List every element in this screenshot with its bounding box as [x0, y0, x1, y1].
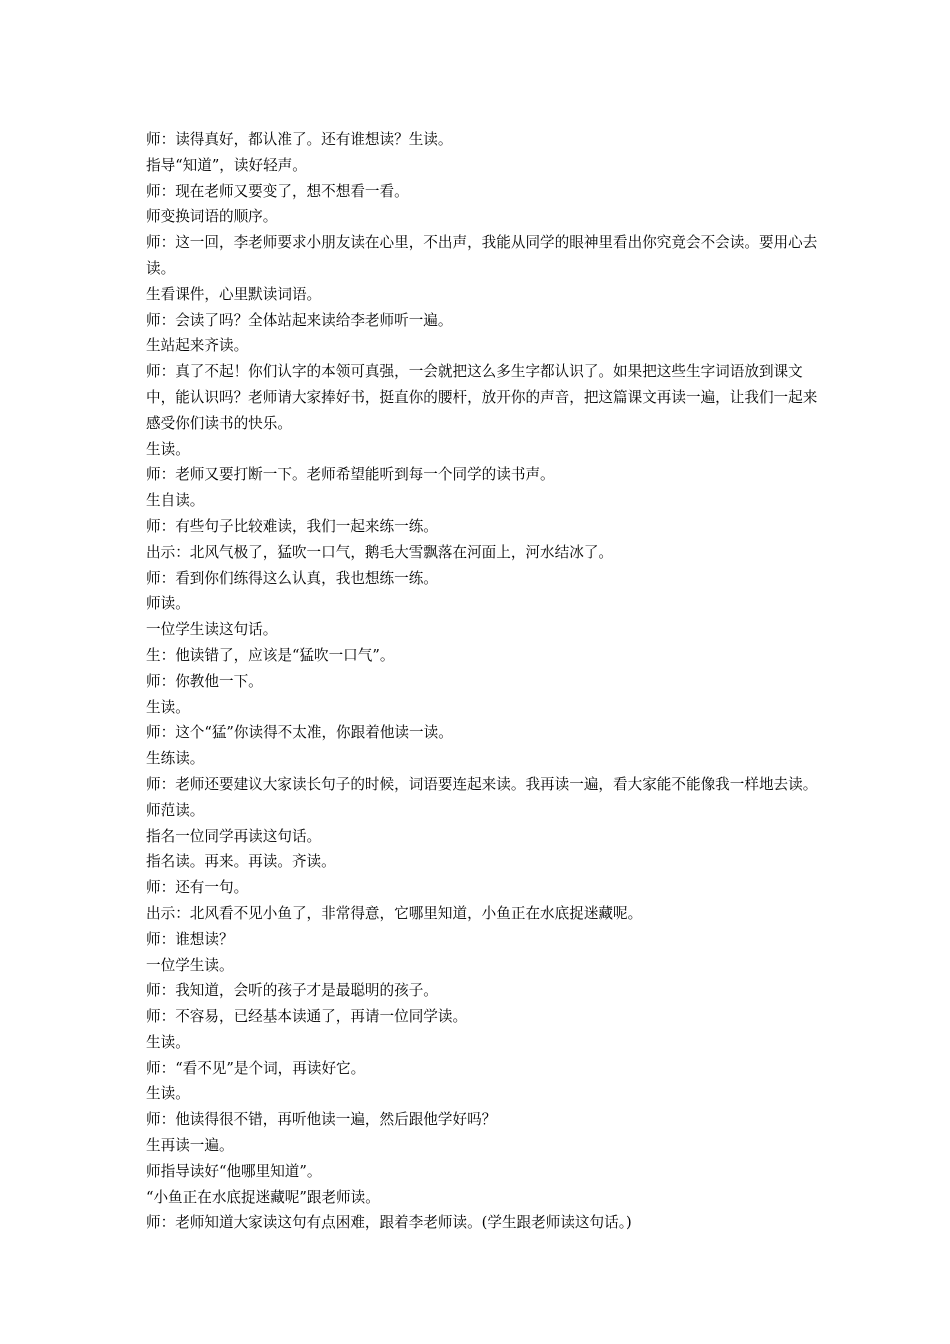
text-line: 师：现在老师又要变了，想不想看一看。: [146, 182, 409, 200]
text-line: 师读。: [146, 595, 190, 613]
text-line: 生读。: [146, 698, 190, 716]
text-line: 师：“看不见”是个词，再读好它。: [146, 1059, 366, 1077]
text-line: 师范读。: [146, 801, 205, 819]
text-line: 师：读得真好，都认准了。还有谁想读？生读。: [146, 131, 453, 148]
text-line: 出示：北风看不见小鱼了，非常得意，它哪里知道，小鱼正在水底捉迷藏呢。: [146, 904, 643, 922]
text-line: 师：这个“猛”你读得不太准，你跟着他读一读。: [146, 724, 453, 742]
text-line: 师：你教他一下。: [146, 672, 263, 690]
document-body: [146, 127, 821, 1236]
text-line: 师：老师又要打断一下。老师希望能听到每一个同学的读书声。: [146, 466, 555, 484]
text-line: 指导“知道”，读好轻声。: [146, 156, 307, 174]
text-line: 师：他读得很不错，再听他读一遍，然后跟他学好吗？: [146, 1111, 497, 1129]
text-line: 生读。: [146, 1085, 190, 1103]
text-line: 师：老师还要建议大家读长句子的时候，词语要连起来读。我再读一遍，看大家能不能像我一样地去读。: [146, 775, 818, 793]
text-line: 一位学生读这句话。: [146, 621, 278, 639]
text-line: 师变换词语的顺序。: [146, 208, 278, 226]
text-line: 师：会读了吗？全体站起来读给李老师听一遍。: [146, 311, 453, 329]
text-line: 师：这一回，李老师要求小朋友读在心里，不出声，我能从同学的眼神里看出你究竟会不会读。要用心去读。: [146, 234, 818, 277]
text-line: 生自读。: [146, 492, 205, 510]
text-line: 师：真了不起！你们认字的本领可真强，一会就把这么多生字都认识了。如果把这些生字词语放到课文中，能认识吗？老师请大家捧好书，挺直你的腰杆，放开你的声音，把这篇课文再读一遍，让我们一起来感受你们读书的快乐。: [146, 363, 818, 432]
text-line: 生：他读错了，应该是“猛吹一口气”。: [146, 646, 395, 664]
text-line: 师：还有一句。: [146, 879, 249, 897]
text-line: 师：看到你们练得这么认真，我也想练一练。: [146, 569, 438, 587]
text-line: 生练读。: [146, 750, 205, 768]
text-line: 师：不容易，已经基本读通了，再请一位同学读。: [146, 1008, 468, 1026]
text-line: 生读。: [146, 440, 190, 458]
text-line: “小鱼正在水底捉迷藏呢”跟老师读。: [146, 1188, 380, 1206]
text-line: 生读。: [146, 1033, 190, 1051]
text-line: 一位学生读。: [146, 956, 234, 974]
text-line: 生站起来齐读。: [146, 337, 249, 355]
text-line: 生看课件，心里默读词语。: [146, 285, 322, 303]
text-line: 师指导读好“他哪里知道”。: [146, 1162, 322, 1180]
text-line: 师：老师知道大家读这句有点困难，跟着李老师读。(学生跟老师读这句话。): [146, 1214, 632, 1232]
text-line: 师：谁想读？: [146, 930, 234, 948]
text-line: 指名一位同学再读这句话。: [146, 827, 322, 845]
text-line: 指名读。再来。再读。齐读。: [146, 853, 336, 871]
text-line: 师：有些句子比较难读，我们一起来练一练。: [146, 517, 438, 535]
text-line: 生再读一遍。: [146, 1137, 234, 1155]
text-line: 出示：北风气极了，猛吹一口气，鹅毛大雪飘落在河面上，河水结冰了。: [146, 543, 614, 561]
text-line: 师：我知道，会听的孩子才是最聪明的孩子。: [146, 982, 438, 1000]
